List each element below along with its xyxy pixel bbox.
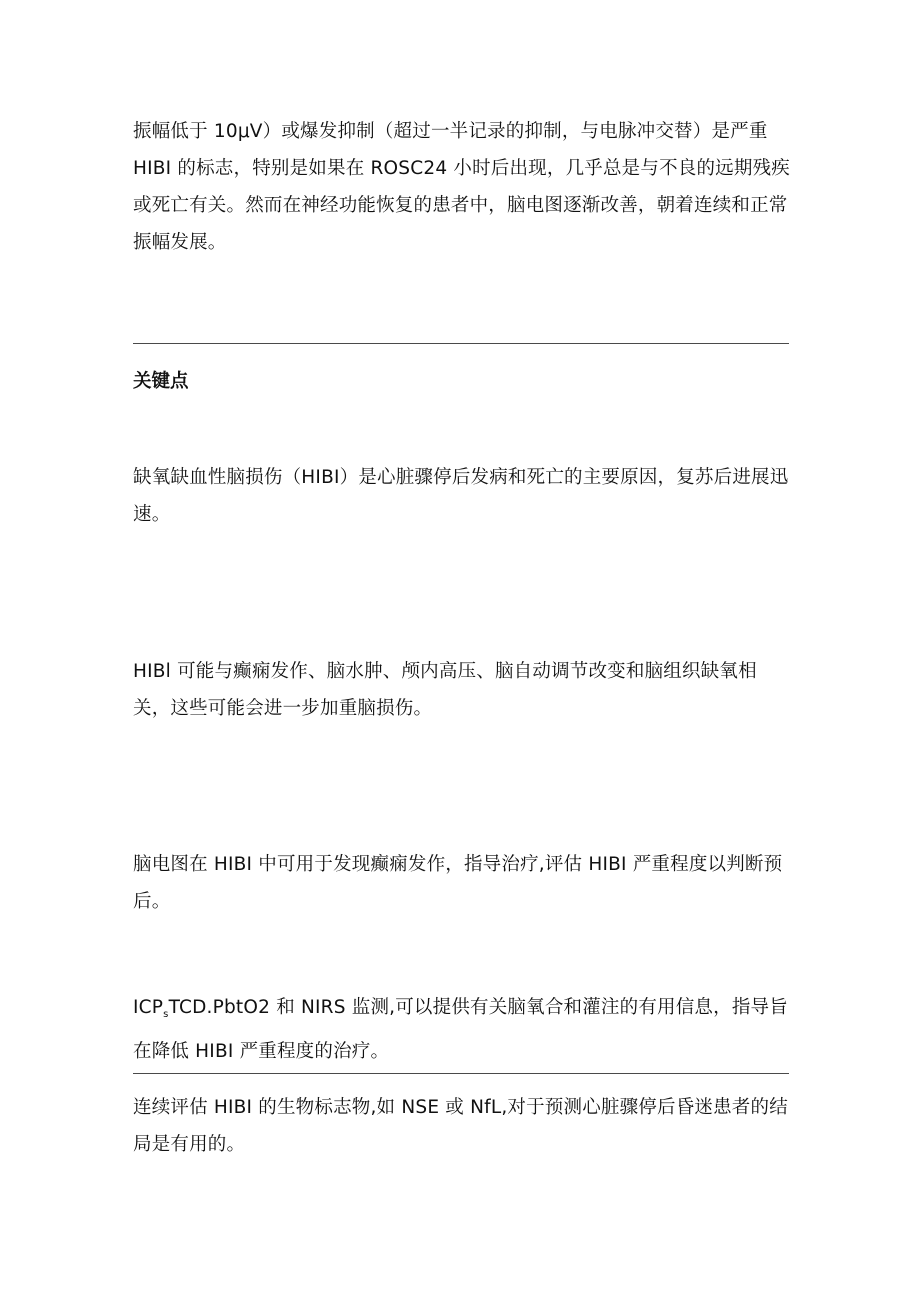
- key-point-3: 脑电图在 HIBI 中可用于发现癫痫发作，指导治疗,评估 HIBI 严重程度以判断预后。: [133, 854, 783, 912]
- section-divider: [133, 343, 789, 344]
- key-points-heading: 关键点: [133, 371, 189, 392]
- key-point-4-text: TCD.PbtO2 和 NIRS 监测,可以提供有关脑氧合和灌注的有用信息，指导旨在降低 HIBI 严重程度的治疗。: [133, 997, 788, 1062]
- key-point-4: [133, 989, 793, 1070]
- icp-subscript: s: [163, 1009, 169, 1020]
- eeg-paragraph: 振幅低于 10μV）或爆发抑制（超过一半记录的抑制，与电脉冲交替）是严重 HIBI 的标志，特别是如果在 ROSC24 小时后出现，几乎总是与不良的远期残疾或死亡有关。然而在神经功能恢复的患者中，脑电图逐渐改善，朝着连续和正常振幅发展。: [133, 121, 790, 253]
- key-point-2: HIBl 可能与癫痫发作、脑水肿、颅内高压、脑自动调节改变和脑组织缺氧相关，这些可能会进一步加重脑损伤。: [133, 661, 757, 719]
- key-point-5: 连续评估 HIBI 的生物标志物,如 NSE 或 NfL,对于预测心脏骤停后昏迷患者的结局是有用的。: [133, 1097, 788, 1155]
- key-point-1: 缺氧缺血性脑损伤（HIBI）是心脏骤停后发病和死亡的主要原因，复苏后进展迅速。: [133, 467, 789, 525]
- section-divider-2: [133, 1073, 789, 1074]
- icp-text: ICP: [133, 997, 164, 1018]
